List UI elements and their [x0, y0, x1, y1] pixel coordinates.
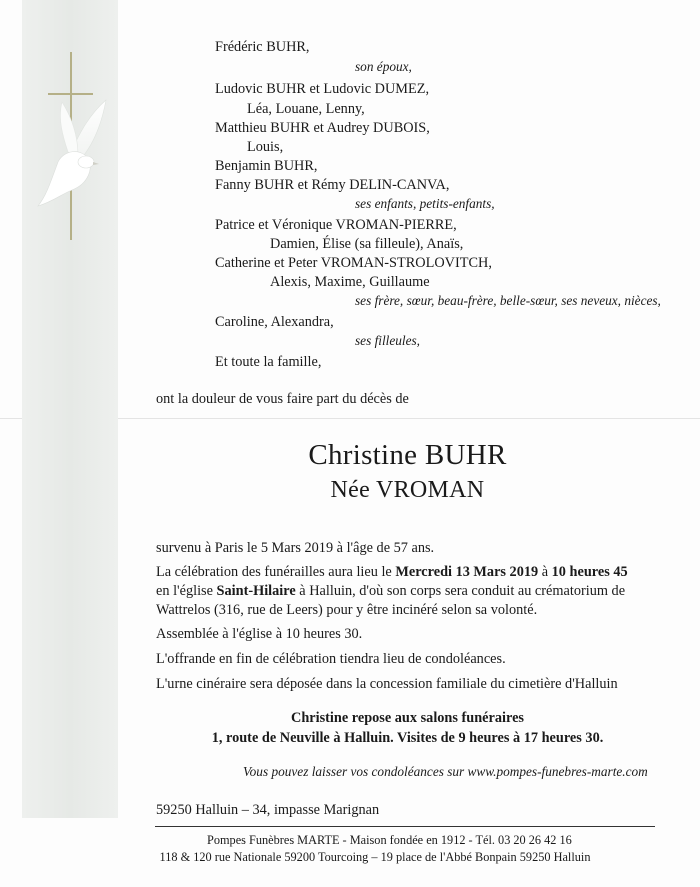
family-line: Louis,	[247, 139, 284, 155]
ceremony-time: 10 heures 45	[551, 564, 628, 580]
assembly-notice: Assemblée à l'église à 10 heures 30.	[156, 626, 363, 642]
family-line: Alexis, Maxime, Guillaume	[270, 274, 430, 290]
deceased-maiden-name: Née VROMAN	[330, 477, 485, 503]
family-role: ses filleules,	[355, 333, 420, 348]
family-line: Caroline, Alexandra,	[215, 314, 334, 330]
family-line: Patrice et Véronique VROMAN-PIERRE,	[215, 217, 457, 233]
dove-icon	[28, 92, 112, 210]
family-role: ses enfants, petits-enfants,	[355, 196, 495, 211]
ceremony-line: en l'église Saint-Hilaire à Halluin, d'où son corps sera conduit au crématorium de	[156, 583, 626, 599]
family-role: son époux,	[355, 59, 412, 74]
family-line: Ludovic BUHR et Ludovic DUMEZ,	[215, 81, 430, 97]
urn-notice: L'urne cinéraire sera déposée dans la concession familiale du cimetière d'Halluin	[156, 676, 618, 692]
family-line: Et toute la famille,	[215, 354, 322, 370]
family-role: ses frère, sœur, beau-frère, belle-sœur, ses neveux, nièces,	[355, 293, 661, 308]
deceased-name: Christine BUHR	[308, 439, 507, 471]
condolences-link[interactable]: Vous pouvez laisser vos condoléances sur www.pompes-funebres-marte.com	[243, 764, 648, 779]
family-line: Fanny BUHR et Rémy DELIN-CANVA,	[215, 177, 450, 193]
family-line: Damien, Élise (sa filleule), Anaïs,	[270, 236, 464, 252]
family-address: 59250 Halluin – 34, impasse Marignan	[156, 802, 380, 818]
ceremony-line: La célébration des funérailles aura lieu le Mercredi 13 Mars 2019 à 10 heures 45	[156, 564, 628, 580]
repose-address: 1, route de Neuville à Halluin. Visites de 9 heures à 17 heures 30.	[211, 730, 604, 746]
repose-title: Christine repose aux salons funéraires	[291, 710, 524, 726]
church-name: Saint-Hilaire	[216, 583, 296, 599]
funeral-home-info: Pompes Funèbres MARTE - Maison fondée en 1912 - Tél. 03 20 26 42 16	[207, 833, 572, 847]
announcement: ont la douleur de vous faire part du décès de	[156, 391, 409, 407]
family-line: Léa, Louane, Lenny,	[247, 101, 365, 117]
death-notice: survenu à Paris le 5 Mars 2019 à l'âge de 57 ans.	[156, 540, 435, 556]
footer-divider	[155, 826, 655, 827]
family-line: Frédéric BUHR,	[215, 39, 310, 55]
ceremony-line: Wattrelos (316, rue de Leers) pour y être incinéré selon sa volonté.	[156, 602, 538, 618]
funeral-home-address: 118 & 120 rue Nationale 59200 Tourcoing – 19 place de l'Abbé Bonpain 59250 Halluin	[159, 850, 591, 864]
family-line: Benjamin BUHR,	[215, 158, 318, 174]
offering-notice: L'offrande en fin de célébration tiendra lieu de condoléances.	[156, 651, 506, 667]
family-line: Matthieu BUHR et Audrey DUBOIS,	[215, 120, 430, 136]
ceremony-date: Mercredi 13 Mars 2019	[395, 564, 539, 580]
family-line: Catherine et Peter VROMAN-STROLOVITCH,	[215, 255, 492, 271]
